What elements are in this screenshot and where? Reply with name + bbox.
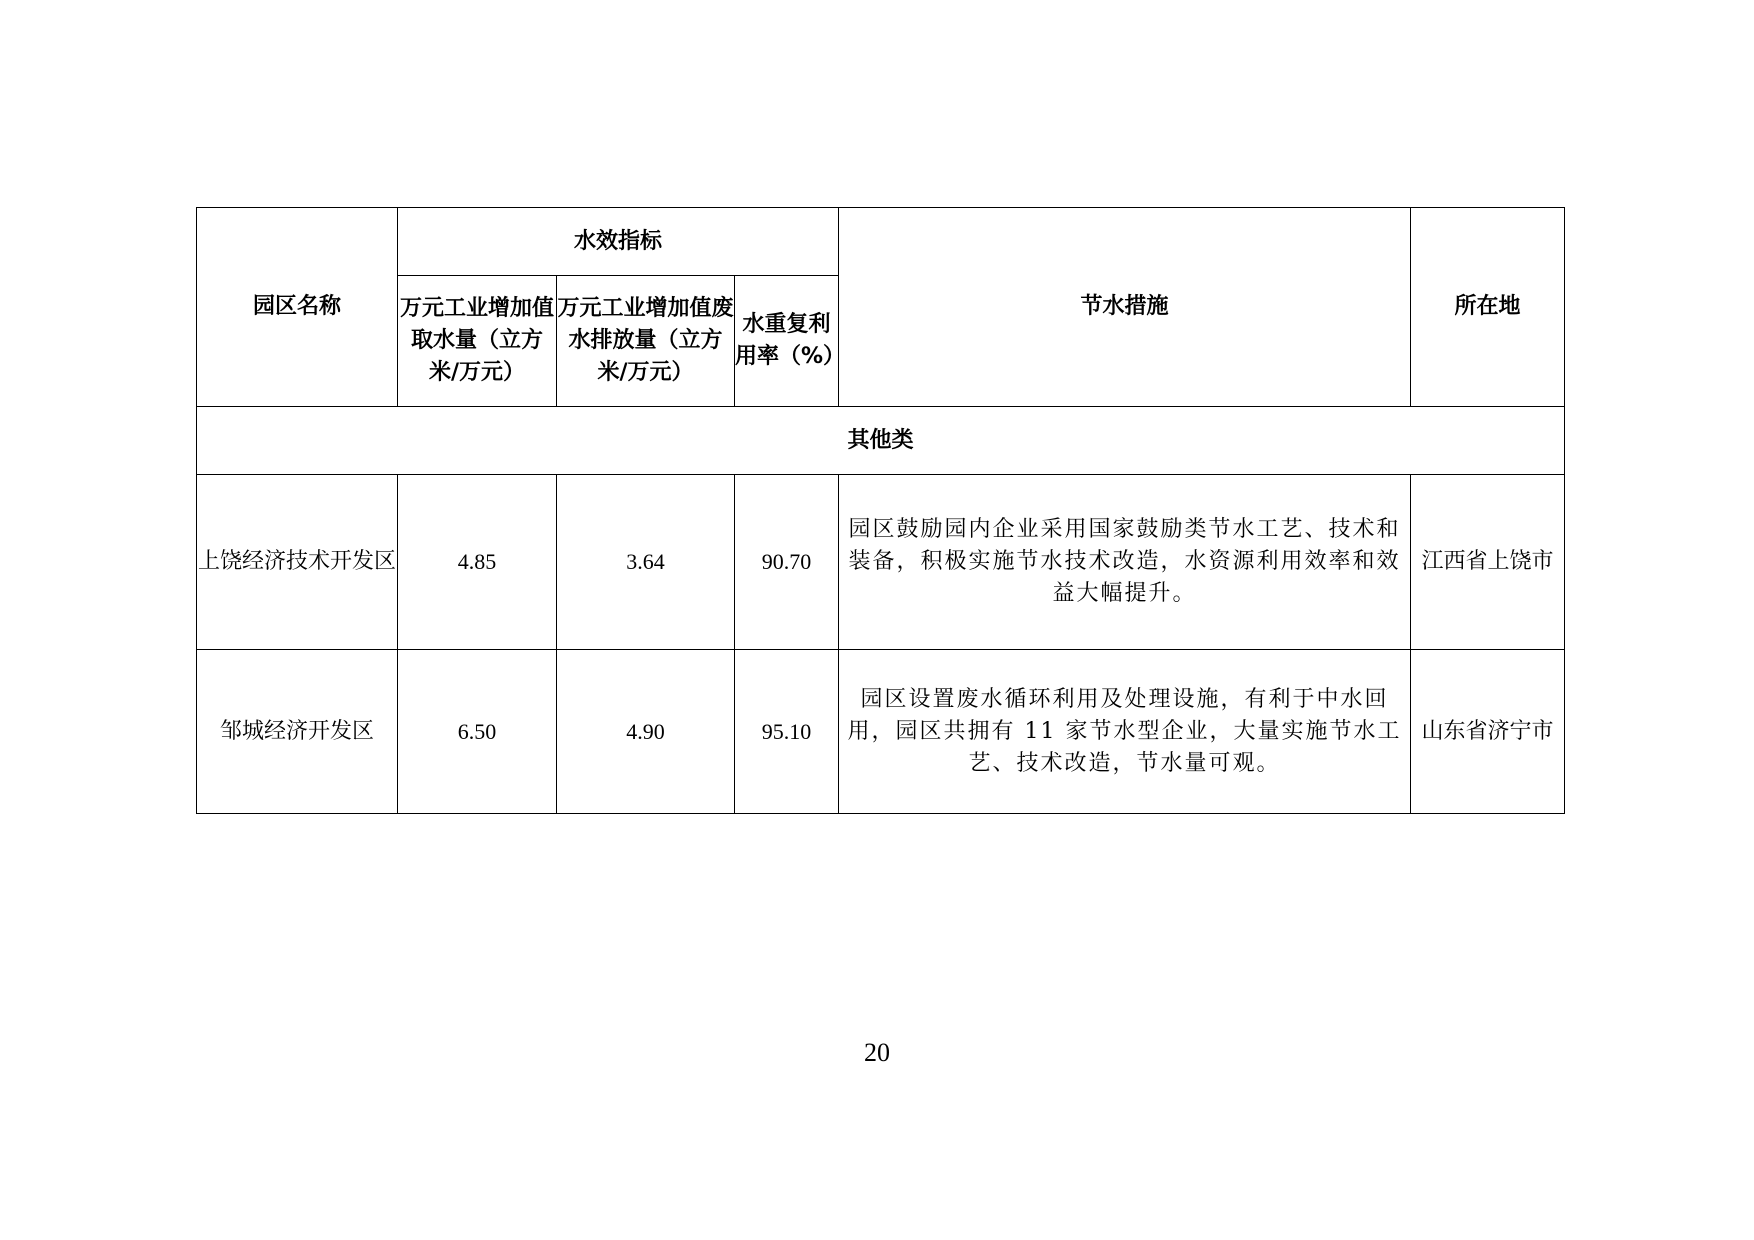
discharge-cell: 4.90 xyxy=(557,650,735,814)
location-cell: 山东省济宁市 xyxy=(1411,650,1565,814)
header-park-name: 园区名称 xyxy=(197,208,398,407)
discharge-cell: 3.64 xyxy=(557,475,735,650)
location-cell: 江西省上饶市 xyxy=(1411,475,1565,650)
section-title: 其他类 xyxy=(197,407,1565,475)
measures-cell: 园区鼓励园内企业采用国家鼓励类节水工艺、技术和装备，积极实施节水技术改造，水资源利用效率和效益大幅提升。 xyxy=(839,475,1411,650)
reuse-rate-cell: 95.10 xyxy=(735,650,839,814)
park-name-cell: 邹城经济开发区 xyxy=(197,650,398,814)
measures-cell: 园区设置废水循环利用及处理设施，有利于中水回用，园区共拥有 11 家节水型企业，大量实施节水工艺、技术改造，节水量可观。 xyxy=(839,650,1411,814)
withdrawal-cell: 6.50 xyxy=(398,650,557,814)
header-discharge: 万元工业增加值废水排放量（立方米/万元） xyxy=(557,276,735,407)
table-row xyxy=(197,650,1565,814)
water-efficiency-table xyxy=(196,207,1565,814)
header-withdrawal: 万元工业增加值取水量（立方米/万元） xyxy=(398,276,557,407)
withdrawal-cell: 4.85 xyxy=(398,475,557,650)
header-water-efficiency-group: 水效指标 xyxy=(398,208,839,276)
park-name-cell: 上饶经济技术开发区 xyxy=(197,475,398,650)
page-number: 20 xyxy=(864,1038,890,1067)
reuse-rate-cell: 90.70 xyxy=(735,475,839,650)
header-reuse-rate: 水重复利用率（%） xyxy=(735,276,839,407)
header-location: 所在地 xyxy=(1411,208,1565,407)
header-measures: 节水措施 xyxy=(839,208,1411,407)
table-row xyxy=(197,475,1565,650)
